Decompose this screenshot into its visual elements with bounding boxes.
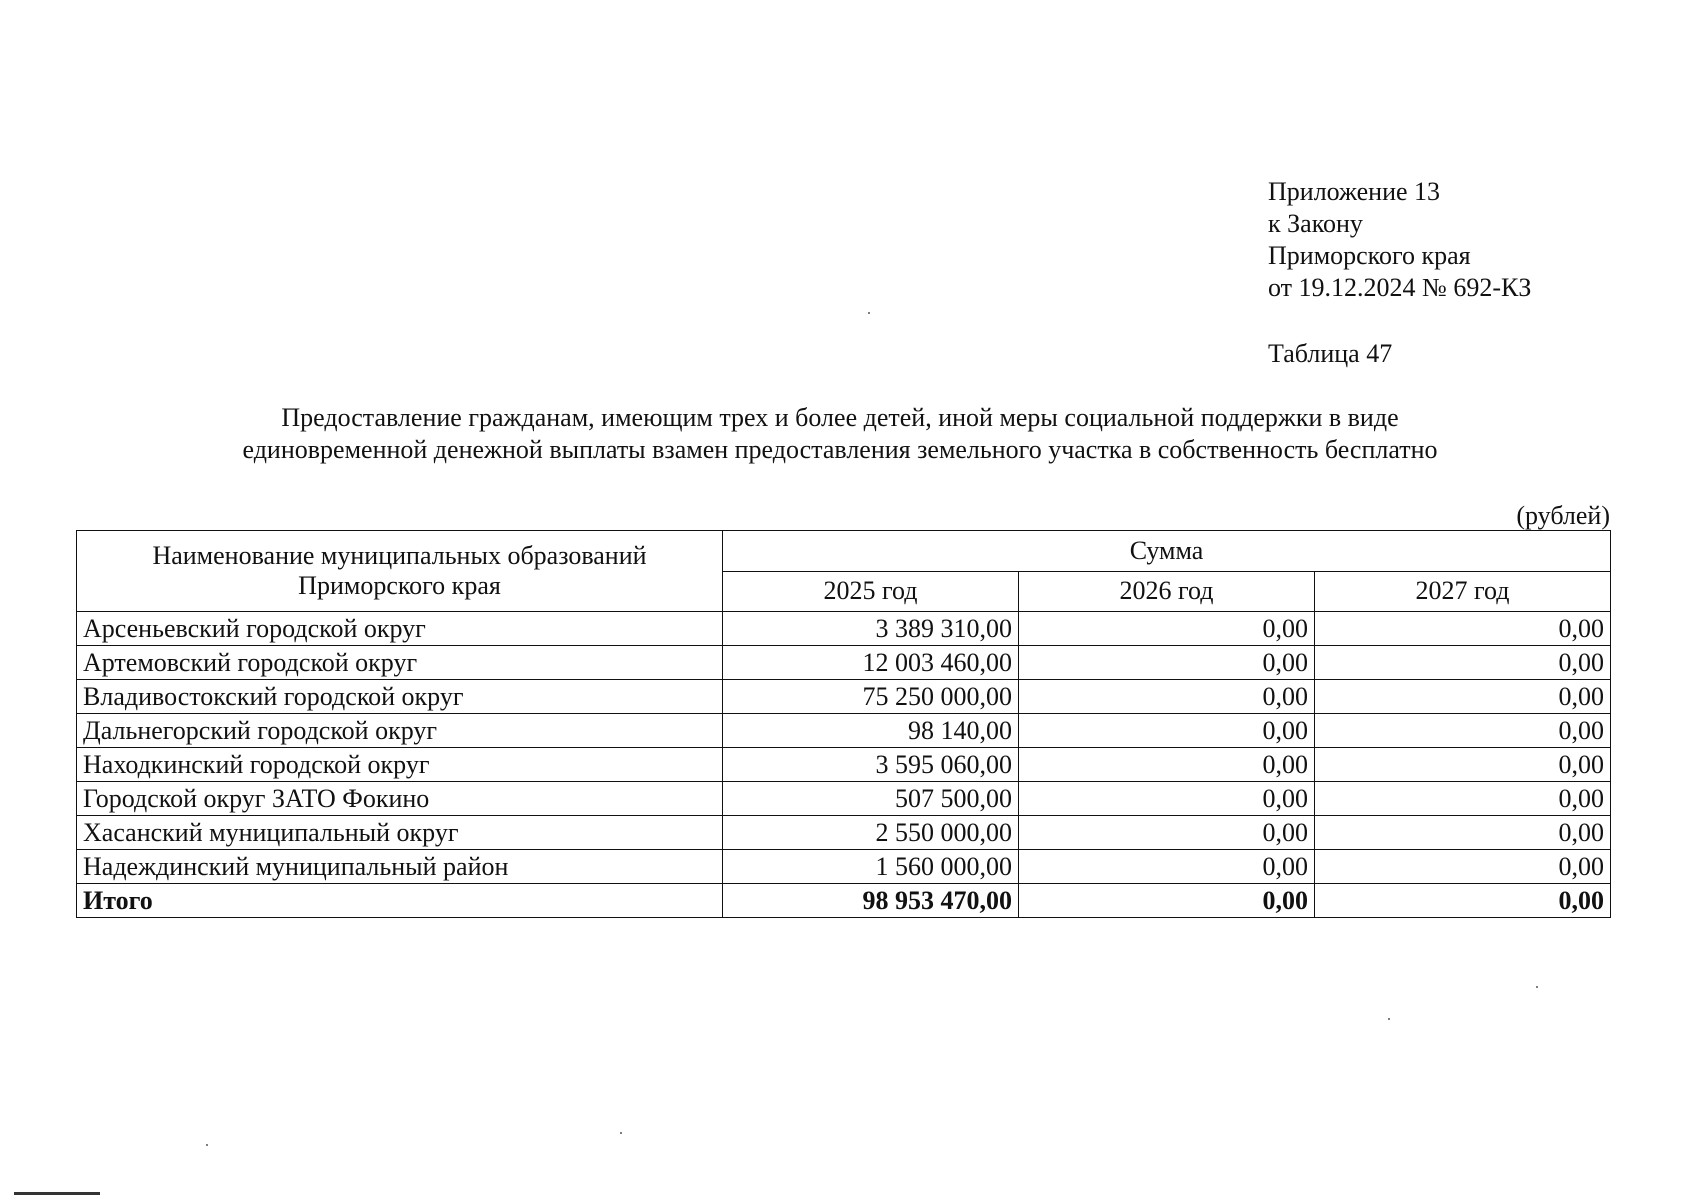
amount-2027: 0,00 — [1315, 850, 1611, 884]
total-label: Итого — [77, 884, 723, 918]
scan-speck — [620, 1132, 622, 1134]
amount-2025: 3 595 060,00 — [723, 748, 1019, 782]
amount-2025: 3 389 310,00 — [723, 612, 1019, 646]
amount-2026: 0,00 — [1019, 782, 1315, 816]
table-row — [77, 816, 1611, 850]
amount-2027: 0,00 — [1315, 816, 1611, 850]
year-header-2026: 2026 год — [1019, 571, 1315, 612]
municipality-name: Хасанский муниципальный округ — [77, 816, 723, 850]
title-line: Предоставление гражданам, имеющим трех и более детей, иной меры социальной поддержки в виде — [281, 403, 1399, 432]
amount-2025: 75 250 000,00 — [723, 680, 1019, 714]
table-row — [77, 612, 1611, 646]
table-row — [77, 782, 1611, 816]
table-number: Таблица 47 — [1268, 339, 1393, 368]
header-line: Наименование муниципальных образований — [152, 541, 647, 570]
scan-speck — [1388, 1018, 1390, 1020]
amount-2026: 0,00 — [1019, 680, 1315, 714]
amount-2027: 0,00 — [1315, 782, 1611, 816]
payments-table — [76, 530, 1611, 918]
table-row — [77, 714, 1611, 748]
table-row — [77, 646, 1611, 680]
amount-2026: 0,00 — [1019, 748, 1315, 782]
year-header-2025: 2025 год — [723, 571, 1019, 612]
amount-2027: 0,00 — [1315, 714, 1611, 748]
year-header-2027: 2027 год — [1315, 571, 1611, 612]
total-2027: 0,00 — [1315, 884, 1611, 918]
appendix-reference — [1268, 176, 1531, 304]
scan-speck — [206, 1144, 208, 1146]
table-row — [77, 748, 1611, 782]
appendix-line: Приложение 13 — [1268, 177, 1441, 206]
municipality-name: Находкинский городской округ — [77, 748, 723, 782]
amount-2026: 0,00 — [1019, 612, 1315, 646]
amount-2025: 12 003 460,00 — [723, 646, 1019, 680]
scan-speck — [868, 312, 870, 314]
municipality-name: Арсеньевский городской округ — [77, 612, 723, 646]
amount-2026: 0,00 — [1019, 816, 1315, 850]
amount-2026: 0,00 — [1019, 850, 1315, 884]
amount-2027: 0,00 — [1315, 646, 1611, 680]
appendix-line: к Закону — [1268, 209, 1363, 238]
total-2025: 98 953 470,00 — [723, 884, 1019, 918]
sum-column-header: Сумма — [723, 531, 1611, 572]
amount-2025: 2 550 000,00 — [723, 816, 1019, 850]
amount-2025: 507 500,00 — [723, 782, 1019, 816]
municipality-name: Артемовский городской округ — [77, 646, 723, 680]
header-line: Приморского края — [298, 571, 501, 600]
total-row — [77, 884, 1611, 918]
amount-2026: 0,00 — [1019, 646, 1315, 680]
municipality-name: Надеждинский муниципальный район — [77, 850, 723, 884]
municipality-column-header — [77, 531, 723, 612]
scan-speck — [1536, 986, 1538, 988]
appendix-line: Приморского края — [1268, 241, 1471, 270]
scan-edge-mark — [14, 1192, 100, 1195]
document-title — [120, 402, 1560, 466]
amount-2025: 1 560 000,00 — [723, 850, 1019, 884]
amount-2027: 0,00 — [1315, 612, 1611, 646]
amount-2027: 0,00 — [1315, 680, 1611, 714]
table-row — [77, 850, 1611, 884]
total-2026: 0,00 — [1019, 884, 1315, 918]
title-line: единовременной денежной выплаты взамен предоставления земельного участка в собственность бесплатно — [242, 435, 1438, 464]
table-row — [77, 680, 1611, 714]
amount-2027: 0,00 — [1315, 748, 1611, 782]
units-label: (рублей) — [1516, 501, 1610, 530]
municipality-name: Дальнегорский городской округ — [77, 714, 723, 748]
amount-2025: 98 140,00 — [723, 714, 1019, 748]
amount-2026: 0,00 — [1019, 714, 1315, 748]
appendix-line: от 19.12.2024 № 692-КЗ — [1268, 273, 1532, 302]
municipality-name: Городской округ ЗАТО Фокино — [77, 782, 723, 816]
municipality-name: Владивостокский городской округ — [77, 680, 723, 714]
